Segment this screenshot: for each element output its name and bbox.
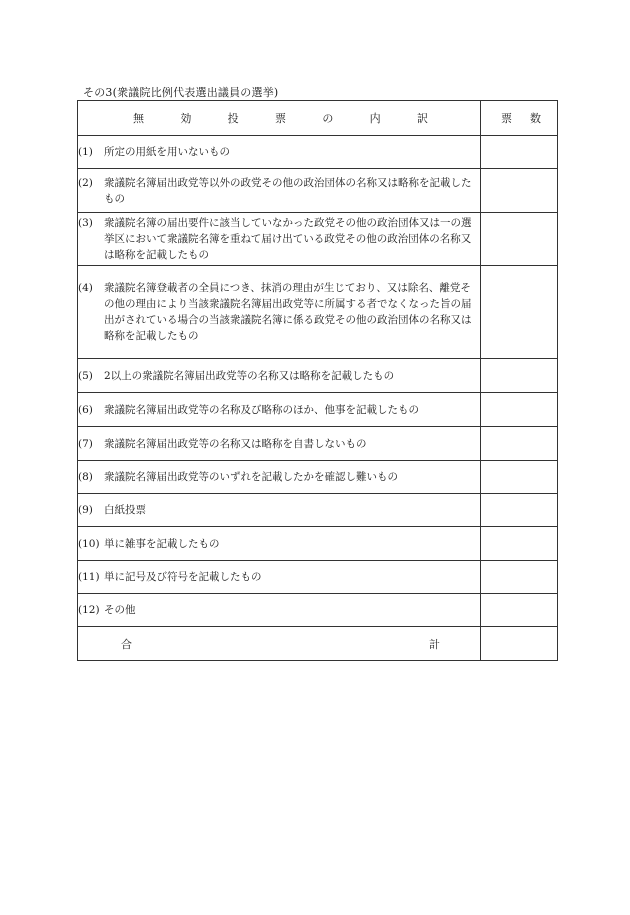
row-description (78, 494, 481, 527)
row-text: 衆議院名簿届出政党等の名称又は略称を自書しないもの (104, 437, 367, 450)
row-text: 衆議院名簿届出政党等の名称及び略称のほか、他事を記載したもの (104, 403, 419, 416)
vote-count-cell[interactable] (481, 427, 558, 461)
row-text: 衆議院名簿届出政党等のいずれを記載したかを確認し難いもの (104, 471, 398, 483)
form-caption: その3(衆議院比例代表選出議員の選挙) (83, 86, 279, 99)
description-column-header (78, 101, 481, 136)
row-description (78, 427, 481, 461)
vote-count-cell[interactable] (481, 494, 558, 527)
vote-count-cell[interactable] (481, 527, 558, 561)
row-description (78, 461, 481, 494)
row-description (78, 213, 481, 266)
row-text: 衆議院名簿登載者の全員につき、抹消の理由が生じており、又は除名、離党その他の理由により当該衆議院名簿届出政党等に所属する者でなくなった旨の届出がされている場合の当該衆議院名簿に係る政党その他の政治団体の名称又は略称を記載したもの (104, 282, 472, 342)
total-label-right: 計 (429, 637, 440, 651)
header-char: 無 (133, 112, 144, 125)
table-header-row (78, 101, 558, 136)
table-row (78, 594, 558, 627)
header-char: 票 (501, 112, 512, 125)
row-text: 白紙投票 (104, 504, 146, 516)
header-char: 訳 (416, 112, 428, 125)
row-description (78, 266, 481, 359)
header-char: 投 (227, 112, 239, 125)
row-text: 所定の用紙を用いないもの (104, 146, 230, 158)
row-text: 単に雑事を記載したもの (104, 537, 220, 550)
row-number: (11) (78, 571, 100, 583)
total-label-left: 合 (121, 637, 132, 651)
row-text: 衆議院名簿の届出要件に該当していなかった政党その他の政治団体又は一の選挙区において衆議院名簿を重ねて届け出ている政党その他の政治団体の名称又は略称を記載したもの (104, 217, 472, 261)
row-text: 2以上の衆議院名簿届出政党等の名称又は略称を記載したもの (104, 369, 395, 382)
row-description (78, 527, 481, 561)
vote-count-cell[interactable] (481, 213, 558, 266)
row-number: (9) (78, 504, 93, 516)
row-description (78, 393, 481, 427)
row-text: 衆議院名簿届出政党等以外の政党その他の政治団体の名称又は略称を記載したもの (104, 176, 472, 205)
row-number: (2) (78, 176, 93, 189)
vote-count-cell[interactable] (481, 561, 558, 594)
table-row (78, 527, 558, 561)
header-char: 内 (369, 112, 381, 125)
vote-count-cell[interactable] (481, 594, 558, 627)
header-char: 数 (530, 112, 541, 125)
total-count-cell[interactable] (481, 627, 558, 661)
vote-count-cell[interactable] (481, 136, 558, 169)
row-text: その他 (104, 604, 136, 616)
table-row (78, 266, 558, 359)
row-description (78, 561, 481, 594)
vote-count-cell[interactable] (481, 169, 558, 213)
row-description (78, 359, 481, 393)
table-row (78, 359, 558, 393)
table-row (78, 169, 558, 213)
vote-count-cell[interactable] (481, 266, 558, 359)
vote-count-cell[interactable] (481, 393, 558, 427)
invalid-votes-table (77, 100, 558, 661)
row-number: (6) (78, 403, 93, 416)
row-description (78, 169, 481, 213)
table-row (78, 461, 558, 494)
row-number: (10) (78, 537, 100, 550)
table-row (78, 561, 558, 594)
row-text: 単に記号及び符号を記載したもの (104, 571, 262, 583)
total-label (78, 627, 481, 661)
header-char: の (322, 112, 334, 125)
row-number: (5) (78, 369, 93, 382)
table-row (78, 427, 558, 461)
total-row (78, 627, 558, 661)
vote-count-cell[interactable] (481, 359, 558, 393)
table-row (78, 494, 558, 527)
row-number: (3) (78, 217, 93, 229)
table-row (78, 213, 558, 266)
row-number: (4) (78, 282, 93, 294)
row-number: (8) (78, 471, 93, 483)
table-row (78, 393, 558, 427)
table-row (78, 136, 558, 169)
row-number: (7) (78, 437, 93, 450)
row-number: (12) (78, 604, 100, 616)
header-char: 票 (274, 112, 286, 125)
header-char: 効 (180, 112, 192, 125)
count-column-header (481, 101, 558, 136)
row-description (78, 594, 481, 627)
vote-count-cell[interactable] (481, 461, 558, 494)
row-description (78, 136, 481, 169)
row-number: (1) (78, 146, 93, 158)
